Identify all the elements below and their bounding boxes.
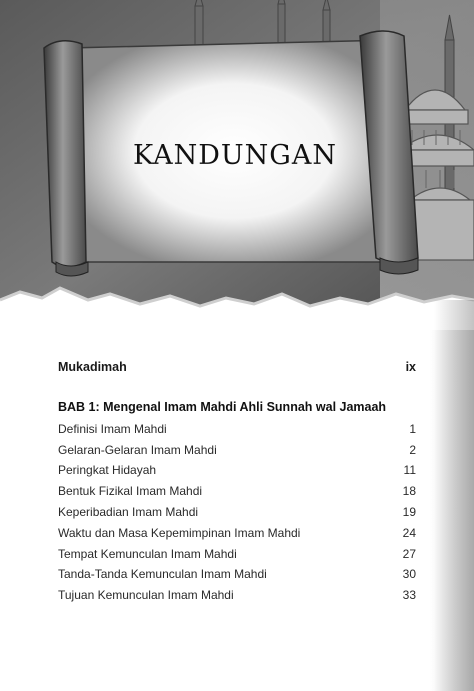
toc-entry-label: Keperibadian Imam Mahdi [58, 504, 199, 519]
toc-entry[interactable] [58, 588, 416, 609]
toc-entry-page: 11 [403, 463, 416, 478]
toc-intro-label: Mukadimah [58, 360, 127, 374]
toc-entry[interactable] [58, 526, 416, 547]
table-of-contents [58, 360, 416, 609]
toc-entry-label: Waktu dan Masa Kepemimpinan Imam Mahdi [58, 525, 301, 540]
toc-entry-label: Gelaran-Gelaran Imam Mahdi [58, 442, 217, 457]
toc-entry-page: 27 [402, 546, 416, 561]
toc-entry[interactable] [58, 463, 416, 484]
toc-entry-page: 19 [402, 504, 416, 519]
toc-entry-page: 18 [402, 484, 416, 499]
toc-entry[interactable] [58, 505, 416, 526]
toc-entry[interactable] [58, 547, 416, 568]
toc-entry[interactable] [58, 484, 416, 505]
page-title: KANDUNGAN [133, 140, 337, 171]
toc-entry-label: Peringkat Hidayah [58, 463, 157, 478]
toc-entry-label: Tanda-Tanda Kemunculan Imam Mahdi [58, 567, 267, 582]
toc-entry-page: 24 [402, 525, 416, 540]
toc-entry-label: Bentuk Fizikal Imam Mahdi [58, 484, 203, 499]
page-edge-shadow [434, 300, 474, 691]
chapter-entries [58, 422, 416, 609]
toc-entry-page: 33 [402, 588, 416, 603]
toc-entry-page: 2 [409, 442, 416, 457]
toc-entry[interactable] [58, 422, 416, 443]
toc-entry-label: Definisi Imam Mahdi [58, 421, 167, 436]
toc-entry[interactable] [58, 567, 416, 588]
toc-entry[interactable] [58, 443, 416, 464]
toc-intro-row[interactable] [58, 360, 416, 381]
toc-entry-label: Tujuan Kemunculan Imam Mahdi [58, 588, 234, 603]
toc-entry-page: 30 [402, 567, 416, 582]
toc-entry-page: 1 [409, 421, 416, 436]
toc-entry-label: Tempat Kemunculan Imam Mahdi [58, 546, 237, 561]
toc-intro-page: ix [405, 360, 416, 374]
chapter-heading[interactable]: BAB 1: Mengenal Imam Mahdi Ahli Sunnah wal Jamaah [58, 399, 387, 414]
